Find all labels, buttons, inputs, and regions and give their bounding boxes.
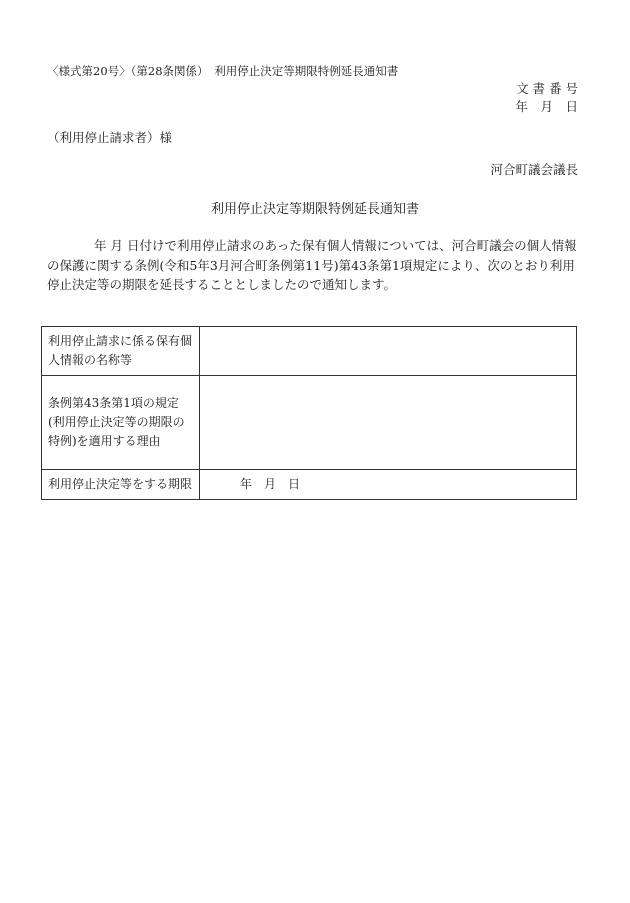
table-row — [42, 470, 577, 500]
document-number-label: 文 書 番 号 — [516, 81, 578, 96]
info-table — [41, 326, 577, 500]
recipient: （利用停止請求者）様 — [47, 130, 173, 145]
row-label-info-name: 利用停止請求に係る保有個人情報の名称等 — [42, 327, 200, 376]
body-text: 年 月 日付けで利用停止請求のあった保有個人情報については、河合町議会の個人情報の保護に関する条例(令和5年3月河合町条例第11号)第43条第1項規定により、次のとおり利用停止決定等の期限を延長することとしましたので通知します。 — [47, 238, 577, 292]
document-date: 年 月 日 — [515, 99, 578, 114]
row-label-deadline: 利用停止決定等をする期限 — [42, 470, 200, 500]
table-row — [42, 376, 577, 470]
document-title: 利用停止決定等期限特例延長通知書 — [210, 202, 419, 217]
row-value-deadline: 年 月 日 — [200, 470, 577, 500]
row-value-reason — [200, 376, 577, 470]
table-row — [42, 327, 577, 376]
sender: 河合町議会議長 — [490, 162, 578, 177]
row-label-reason: 条例第43条第1項の規定(利用停止決定等の期限の特例)を適用する理由 — [42, 376, 200, 470]
document-meta — [515, 80, 578, 116]
form-id: 〈様式第20号〉（第28条関係） 利用停止決定等期限特例延長通知書 — [47, 64, 399, 78]
row-value-info-name — [200, 327, 577, 376]
